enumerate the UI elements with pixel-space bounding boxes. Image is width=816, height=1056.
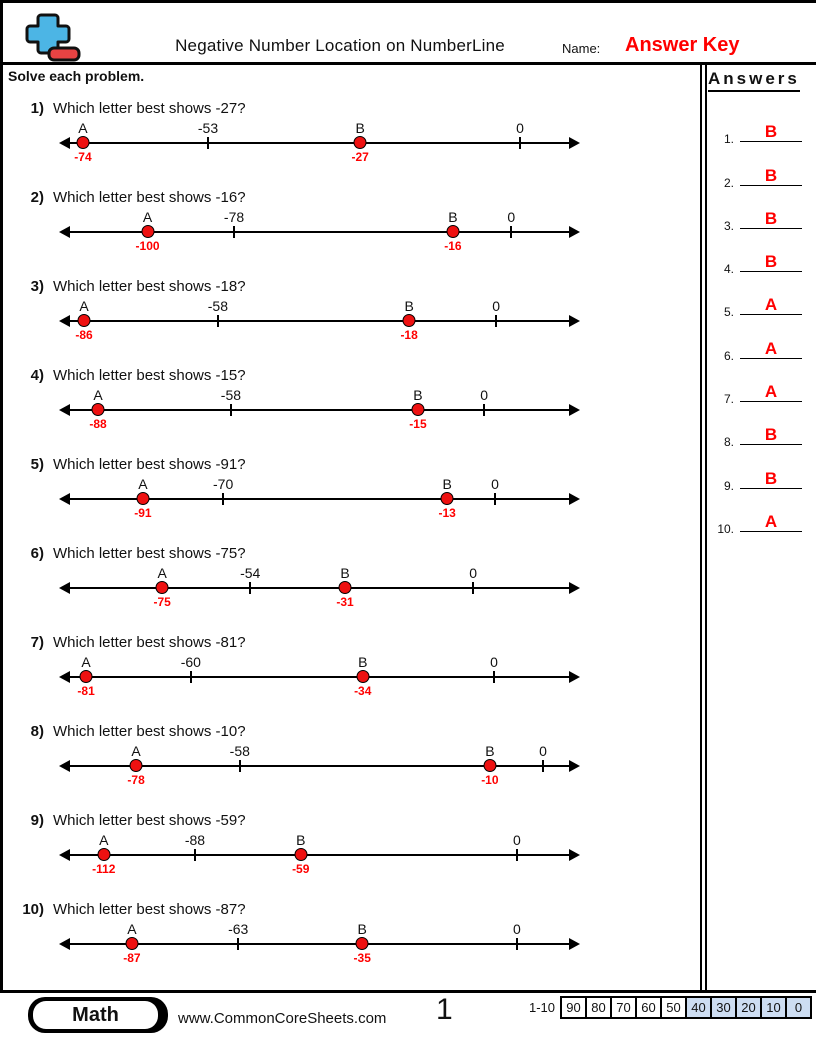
problem-number: 8) bbox=[30, 723, 44, 740]
subject-label: Math bbox=[33, 1001, 158, 1029]
hidden-value: -13 bbox=[438, 506, 456, 520]
problem-block bbox=[0, 723, 700, 812]
point-tick bbox=[222, 493, 224, 505]
hidden-value: -15 bbox=[409, 417, 427, 431]
problem-number: 5) bbox=[30, 456, 44, 473]
instruction-text: Solve each problem. bbox=[8, 68, 145, 84]
point-dot bbox=[441, 492, 454, 505]
point-label: 0 bbox=[507, 209, 516, 225]
point-label: -78 bbox=[223, 209, 245, 225]
score-cell: 10 bbox=[760, 996, 787, 1019]
answer-blank-line bbox=[740, 295, 802, 315]
answer-blank-line bbox=[740, 512, 802, 532]
point-label: B bbox=[448, 209, 458, 225]
problem-number: 2) bbox=[30, 189, 44, 206]
point-label: A bbox=[99, 832, 109, 848]
score-cell: 80 bbox=[585, 996, 612, 1019]
problem-question-row bbox=[0, 901, 700, 921]
number-line bbox=[59, 120, 580, 184]
answer-letter: B bbox=[764, 425, 778, 445]
name-label: Name: bbox=[562, 41, 601, 56]
point-dot bbox=[411, 403, 424, 416]
problem-number: 4) bbox=[30, 367, 44, 384]
point-label: B bbox=[485, 743, 495, 759]
hidden-value: -31 bbox=[336, 595, 354, 609]
point-tick bbox=[494, 493, 496, 505]
point-tick bbox=[516, 849, 518, 861]
footer bbox=[0, 993, 816, 1056]
answer-number: 6. bbox=[723, 348, 734, 363]
arrow-right-icon bbox=[569, 493, 580, 505]
score-cell: 60 bbox=[635, 996, 662, 1019]
point-dot bbox=[80, 670, 93, 683]
hidden-value: -10 bbox=[481, 773, 499, 787]
header bbox=[0, 0, 816, 62]
point-dot bbox=[156, 581, 169, 594]
hidden-value: -112 bbox=[92, 862, 116, 876]
hidden-value: -81 bbox=[77, 684, 95, 698]
problem-question-row bbox=[0, 278, 700, 298]
problem-question-row bbox=[0, 723, 700, 743]
commoncoresheets-logo bbox=[20, 11, 82, 63]
answer-item bbox=[706, 325, 816, 368]
point-label: A bbox=[81, 654, 91, 670]
point-label: -63 bbox=[228, 921, 249, 937]
problem-block bbox=[0, 456, 700, 545]
problem-question: Which letter best shows -75? bbox=[53, 545, 246, 562]
problem-question-row bbox=[0, 812, 700, 832]
point-label: A bbox=[157, 565, 167, 581]
point-label: B bbox=[340, 565, 350, 581]
answer-blank-line bbox=[740, 339, 802, 359]
point-dot bbox=[294, 848, 307, 861]
point-label: 0 bbox=[513, 921, 521, 937]
score-cell: 90 bbox=[560, 996, 587, 1019]
point-label: B bbox=[413, 387, 423, 403]
point-tick bbox=[190, 671, 192, 683]
answer-letter: A bbox=[764, 295, 778, 315]
answer-item bbox=[706, 455, 816, 498]
point-tick bbox=[510, 226, 512, 238]
hidden-value: -87 bbox=[123, 951, 141, 965]
problem-question: Which letter best shows -27? bbox=[53, 100, 246, 117]
point-dot bbox=[76, 136, 89, 149]
hidden-value: -34 bbox=[354, 684, 372, 698]
point-label: A bbox=[138, 476, 148, 492]
point-label: B bbox=[355, 120, 365, 136]
answer-item bbox=[706, 152, 816, 195]
answer-blank-line bbox=[740, 122, 802, 142]
point-label: 0 bbox=[539, 743, 547, 759]
number-line-rule bbox=[66, 854, 573, 856]
point-tick bbox=[207, 137, 209, 149]
point-tick bbox=[230, 404, 232, 416]
point-dot bbox=[125, 937, 138, 950]
problem-question-row bbox=[0, 545, 700, 565]
point-tick bbox=[493, 671, 495, 683]
answer-blank-line bbox=[740, 166, 802, 186]
point-label: 0 bbox=[491, 476, 499, 492]
hidden-value: -91 bbox=[134, 506, 152, 520]
hidden-value: -59 bbox=[292, 862, 310, 876]
point-dot bbox=[446, 225, 459, 238]
score-cell: 50 bbox=[660, 996, 687, 1019]
problem-question: Which letter best shows -81? bbox=[53, 634, 246, 651]
problem-question-row bbox=[0, 367, 700, 387]
problem-question: Which letter best shows -18? bbox=[53, 278, 246, 295]
answer-letter: B bbox=[764, 208, 778, 228]
problem-number: 6) bbox=[30, 545, 44, 562]
number-line-rule bbox=[66, 142, 573, 144]
answers-title: Answers bbox=[708, 69, 800, 92]
answer-letter: A bbox=[764, 511, 778, 531]
point-label: 0 bbox=[469, 565, 478, 581]
point-dot bbox=[403, 314, 416, 327]
point-label: A bbox=[93, 387, 103, 403]
answer-blank-line bbox=[740, 209, 802, 229]
point-label: A bbox=[131, 743, 141, 759]
arrow-right-icon bbox=[569, 226, 580, 238]
hidden-value: -78 bbox=[127, 773, 145, 787]
number-line bbox=[59, 298, 580, 362]
number-line-rule bbox=[66, 943, 573, 945]
problem-question: Which letter best shows -87? bbox=[53, 901, 246, 918]
point-tick bbox=[542, 760, 544, 772]
point-label: -53 bbox=[197, 120, 219, 136]
point-dot bbox=[483, 759, 496, 772]
arrow-right-icon bbox=[569, 849, 580, 861]
number-line-rule bbox=[66, 587, 573, 589]
answers-separator-line bbox=[700, 65, 702, 990]
point-label: 0 bbox=[492, 298, 501, 314]
point-tick bbox=[237, 938, 239, 950]
answer-number: 3. bbox=[723, 218, 734, 233]
point-label: 0 bbox=[480, 387, 489, 403]
point-label: 0 bbox=[490, 654, 498, 670]
number-line bbox=[59, 743, 580, 807]
point-label: A bbox=[127, 921, 137, 937]
minus-icon bbox=[49, 48, 79, 60]
answer-letter: B bbox=[764, 165, 778, 185]
problem-question: Which letter best shows -15? bbox=[53, 367, 246, 384]
hidden-value: -35 bbox=[353, 951, 371, 965]
answer-number: 2. bbox=[723, 175, 734, 190]
point-label: -88 bbox=[184, 832, 206, 848]
point-label: -60 bbox=[180, 654, 201, 670]
number-line bbox=[59, 476, 580, 540]
header-divider bbox=[0, 62, 816, 65]
score-cell: 30 bbox=[710, 996, 737, 1019]
number-line bbox=[59, 387, 580, 451]
problem-number: 1) bbox=[30, 100, 44, 117]
point-label: 0 bbox=[516, 120, 524, 136]
point-dot bbox=[356, 670, 369, 683]
hidden-value: -27 bbox=[351, 150, 369, 164]
problem-question: Which letter best shows -16? bbox=[53, 189, 246, 206]
answer-letter: B bbox=[764, 252, 778, 272]
arrow-right-icon bbox=[569, 582, 580, 594]
answer-blank-line bbox=[740, 252, 802, 272]
answers-list bbox=[706, 109, 816, 542]
problem-block bbox=[0, 634, 700, 723]
answer-item bbox=[706, 109, 816, 152]
hidden-value: -16 bbox=[444, 239, 462, 253]
point-tick bbox=[483, 404, 485, 416]
answer-key-text: Answer Key bbox=[625, 34, 740, 56]
point-label: A bbox=[78, 120, 88, 136]
hidden-value: -86 bbox=[75, 328, 93, 342]
problem-block bbox=[0, 278, 700, 367]
problem-block bbox=[0, 367, 700, 456]
point-label: B bbox=[296, 832, 306, 848]
hidden-value: -75 bbox=[153, 595, 171, 609]
arrow-right-icon bbox=[569, 760, 580, 772]
answer-item bbox=[706, 412, 816, 455]
number-line-rule bbox=[66, 409, 573, 411]
number-line bbox=[59, 209, 580, 273]
point-dot bbox=[339, 581, 352, 594]
answer-item bbox=[706, 239, 816, 282]
point-dot bbox=[92, 403, 105, 416]
arrow-right-icon bbox=[569, 671, 580, 683]
problem-question: Which letter best shows -10? bbox=[53, 723, 246, 740]
answer-blank-line bbox=[740, 382, 802, 402]
answer-letter: A bbox=[764, 382, 778, 402]
problem-block bbox=[0, 545, 700, 634]
problem-block bbox=[0, 901, 700, 990]
answer-item bbox=[706, 196, 816, 239]
problem-question: Which letter best shows -59? bbox=[53, 812, 246, 829]
point-dot bbox=[97, 848, 110, 861]
problem-number: 10) bbox=[22, 901, 44, 918]
answers-panel bbox=[706, 65, 816, 990]
problem-number: 7) bbox=[30, 634, 44, 651]
number-line bbox=[59, 565, 580, 629]
answer-number: 8. bbox=[723, 435, 734, 450]
arrow-right-icon bbox=[569, 137, 580, 149]
point-dot bbox=[356, 937, 369, 950]
point-tick bbox=[233, 226, 235, 238]
answer-blank-line bbox=[740, 469, 802, 489]
point-label: 0 bbox=[513, 832, 521, 848]
point-label: -70 bbox=[212, 476, 234, 492]
problem-number: 9) bbox=[30, 812, 44, 829]
point-tick bbox=[495, 315, 497, 327]
problem-block bbox=[0, 812, 700, 901]
point-label: A bbox=[142, 209, 153, 225]
number-line-rule bbox=[66, 676, 573, 678]
problem-question-row bbox=[0, 456, 700, 476]
number-line bbox=[59, 832, 580, 896]
answer-number: 5. bbox=[723, 305, 734, 320]
problem-question-row bbox=[0, 634, 700, 654]
point-tick bbox=[217, 315, 219, 327]
answer-number: 10. bbox=[717, 521, 734, 536]
score-cell: 40 bbox=[685, 996, 712, 1019]
problem-question-row bbox=[0, 100, 700, 120]
number-line bbox=[59, 654, 580, 718]
problem-number: 3) bbox=[30, 278, 44, 295]
hidden-value: -74 bbox=[74, 150, 92, 164]
point-label: B bbox=[357, 921, 367, 937]
point-label: A bbox=[79, 298, 89, 314]
hidden-value: -18 bbox=[400, 328, 418, 342]
point-label: -58 bbox=[220, 387, 242, 403]
answer-item bbox=[706, 282, 816, 325]
problems-section bbox=[0, 100, 700, 990]
hidden-value: -88 bbox=[89, 417, 107, 431]
page-number: 1 bbox=[436, 993, 453, 1026]
point-label: B bbox=[404, 298, 414, 314]
point-tick bbox=[519, 137, 521, 149]
arrow-right-icon bbox=[569, 315, 580, 327]
point-dot bbox=[141, 225, 154, 238]
score-range-label: 1-10 bbox=[528, 1000, 555, 1015]
subject-badge bbox=[28, 997, 168, 1033]
point-label: -54 bbox=[240, 565, 261, 581]
answer-blank-line bbox=[740, 425, 802, 445]
hidden-value: -100 bbox=[135, 239, 160, 253]
problem-question: Which letter best shows -91? bbox=[53, 456, 246, 473]
answer-letter: A bbox=[764, 338, 778, 358]
point-tick bbox=[194, 849, 196, 861]
point-label: B bbox=[442, 476, 452, 492]
point-dot bbox=[354, 136, 367, 149]
arrow-right-icon bbox=[569, 404, 580, 416]
score-cell: 70 bbox=[610, 996, 637, 1019]
answer-item bbox=[706, 499, 816, 542]
point-label: -58 bbox=[207, 298, 229, 314]
point-dot bbox=[78, 314, 91, 327]
point-label: B bbox=[358, 654, 368, 670]
point-tick bbox=[516, 938, 518, 950]
answer-number: 9. bbox=[723, 478, 734, 493]
website-text: www.CommonCoreSheets.com bbox=[178, 1010, 387, 1027]
point-dot bbox=[130, 759, 143, 772]
answer-number: 1. bbox=[723, 132, 734, 147]
point-tick bbox=[239, 760, 241, 772]
score-cells bbox=[562, 996, 812, 1019]
answer-number: 4. bbox=[723, 262, 734, 277]
answer-letter: B bbox=[764, 468, 778, 488]
answer-number: 7. bbox=[723, 392, 734, 407]
score-cell: 20 bbox=[735, 996, 762, 1019]
arrow-right-icon bbox=[569, 938, 580, 950]
point-tick bbox=[472, 582, 474, 594]
problem-question-row bbox=[0, 189, 700, 209]
problem-block bbox=[0, 189, 700, 278]
answer-letter: B bbox=[764, 122, 778, 142]
answer-item bbox=[706, 369, 816, 412]
number-line bbox=[59, 921, 580, 985]
page-title: Negative Number Location on NumberLine bbox=[175, 36, 505, 55]
problem-block bbox=[0, 100, 700, 189]
score-cell: 0 bbox=[785, 996, 812, 1019]
point-tick bbox=[249, 582, 251, 594]
point-dot bbox=[136, 492, 149, 505]
point-label: -58 bbox=[229, 743, 250, 759]
score-table bbox=[529, 996, 812, 1019]
